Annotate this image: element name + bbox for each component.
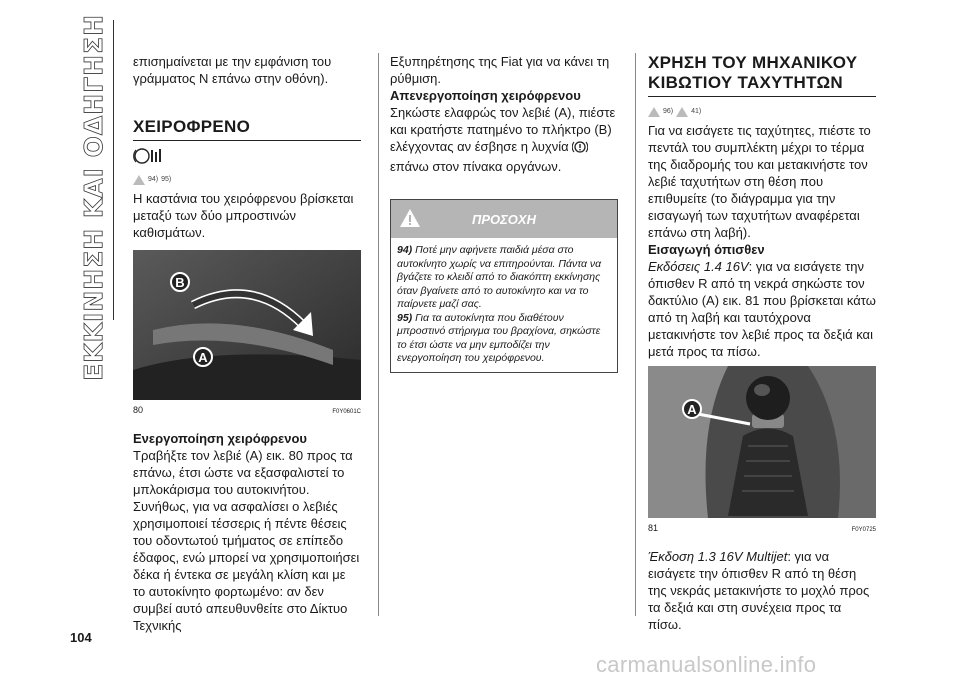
activation-subheading: Ενεργοποίηση χειρόφρενου [133,431,307,446]
warning-triangle-icon [648,107,660,117]
caution-text-95: Για τα αυτοκίνητα που διαθέτουν μπροστινό στήριγμα του βραχίονα, σηκώστε το έτσι ώστε να μην εμποδίζει την ενεργοποίηση του χειρόφρενου. [397,311,601,364]
heading-rule [133,140,361,141]
reverse-text-multijet-body: : για να εισάγετε την όπισθεν R από τη θέση της νεκράς μετακινήστε το μοχλό προς τα δεξιά και στη συνέχεια προς τα πίσω. [648,549,870,632]
reverse-text-14 [648,258,876,360]
version-label-multijet: Έκδοση 1.3 16V Multijet [648,549,788,564]
heading-rule [648,96,876,97]
activation-text: Τραβήξτε τον λεβιέ (A) εικ. 80 προς τα επάνω, έτσι ώστε να εξασφαλιστεί το μπλοκάρισμα του αυτοκινήτου. Συνήθως, για να ασφαλίσει ο λεβιές χρησιμοποιεί τέσσερις ή πέντε θέσεις του οδοντωτού τμήματος σε επίπεδο έδαφος, ενώ μπορεί να χρησιμοποιήσει δέκα ή έντεκα σε μεγάλη κλίση και με το αυτοκίνητο φορτωμένο: αν δεν συμβεί αυτό απευθυνθείτε στο Δίκτυο Τεχνικής [133,448,360,633]
gearbox-heading: ΧΡΗΣΗ ΤΟΥ ΜΗΧΑΝΙΚΟΥ ΚΙΒΩΤΙΟΥ ΤΑΧΥΤΗΤΩΝ [648,53,858,92]
chapter-divider [113,20,114,320]
warning-refs [648,103,876,120]
caution-title: ΠΡΟΣΟΧΗ [472,212,536,227]
caution-header [391,200,617,238]
brake-warning-light-icon [572,140,588,158]
ref-95: 95) [161,176,172,183]
deactivation-text-a: Σηκώστε ελαφρώς τον λεβιέ (A), πιέστε και κρατήστε πατημένο το πλήκτρο (B) ελέγχοντας αν έσβησε η λυχνία [390,105,616,154]
caution-ref-94: 94) [397,244,413,256]
reverse-text-14-body: : για να εισάγετε την όπισθεν R από τη νεκρά σηκώστε τον δακτύλιο (A) εικ. 81 που βρίσκεται κάτω από τη λαβή και ταυτόχρονα μετακινήστε τον λεβιέ προς τα δεξιά και μετά προς τα πίσω. [648,259,876,359]
handbrake-location-text: Η καστάνια του χειρόφρενου βρίσκεται μεταξύ των δύο μπροστινών καθισμάτων. [133,191,354,240]
gear-engagement-text: Για να εισάγετε τις ταχύτητες, πιέστε το πεντάλ του συμπλέκτη μέχρι το τέρμα της διαδρομής του και μετακινήστε τον λεβιέ ταχυτήτων στη θέση που επιθυμείτε (το διάγραμμα για την εισαγωγή των ταχυτήτων αναφέρεται επάνω στη λαβή). [648,123,871,240]
warning-triangle-icon [133,175,145,185]
figure-number: 81 [648,523,659,533]
caution-ref-95: 95) [397,311,413,324]
deactivation-text [390,104,618,175]
deactivation-subheading: Απενεργοποίηση χειρόφρενου [390,88,581,103]
caution-box [390,199,618,373]
callout-a: A [682,399,702,419]
figure-code: F0Y0725 [851,527,876,533]
figure-81-caption [648,520,876,539]
callout-b: B [170,272,190,292]
chapter-title-vertical [78,14,108,381]
info-triangle-icon [676,107,688,117]
warning-refs [133,171,361,188]
handbrake-symbol-icon [133,147,361,167]
column-2 [390,53,618,373]
figure-81-photo [648,366,876,518]
caution-text-94: Ποτέ μην αφήνετε παιδιά μέσα στο αυτοκίνητο χωρίς να επιτηρούνται. Πάντα να βγάζετε το κλειδί από το διακόπτη εκκίνησης όταν βγαίνετε από το αυτοκίνητο και να το παίρνετε μαζί σας. [397,244,602,310]
caution-body [391,238,617,372]
reverse-text-multijet [648,548,876,633]
column-1 [133,53,361,634]
watermark: carmanualsonline.info [596,652,817,677]
continued-text: Εξυπηρέτησης της Fiat για να κάνει τη ρύθμιση. [390,54,610,86]
handbrake-heading: ΧΕΙΡΟΦΡΕΝΟ [133,117,251,136]
page-number: 104 [70,630,92,645]
ref-96: 96) [663,108,674,115]
deactivation-text-b: επάνω στον πίνακα οργάνων. [390,159,562,174]
figure-80-photo [133,250,361,400]
chapter-title-text: ΕΚΚΙΝΗΣΗ ΚΑΙ ΟΔΗΓΗΣΗ [78,14,108,381]
figure-number: 80 [133,405,144,415]
reverse-subheading: Εισαγωγή όπισθεν [648,242,765,257]
figure-code: F0Y0601C [332,409,361,415]
ref-41: 41) [691,108,702,115]
version-label-14: Εκδόσεις 1.4 16V [648,259,749,274]
figure-80-caption [133,402,361,421]
callout-a: A [193,347,213,367]
intro-text: επισημαίνεται με την εμφάνιση του γράμματος N επάνω στην οθόνη). [133,54,332,86]
column-separator [635,53,636,616]
column-separator [378,53,379,616]
column-3 [648,53,876,633]
ref-94: 94) [148,176,159,183]
